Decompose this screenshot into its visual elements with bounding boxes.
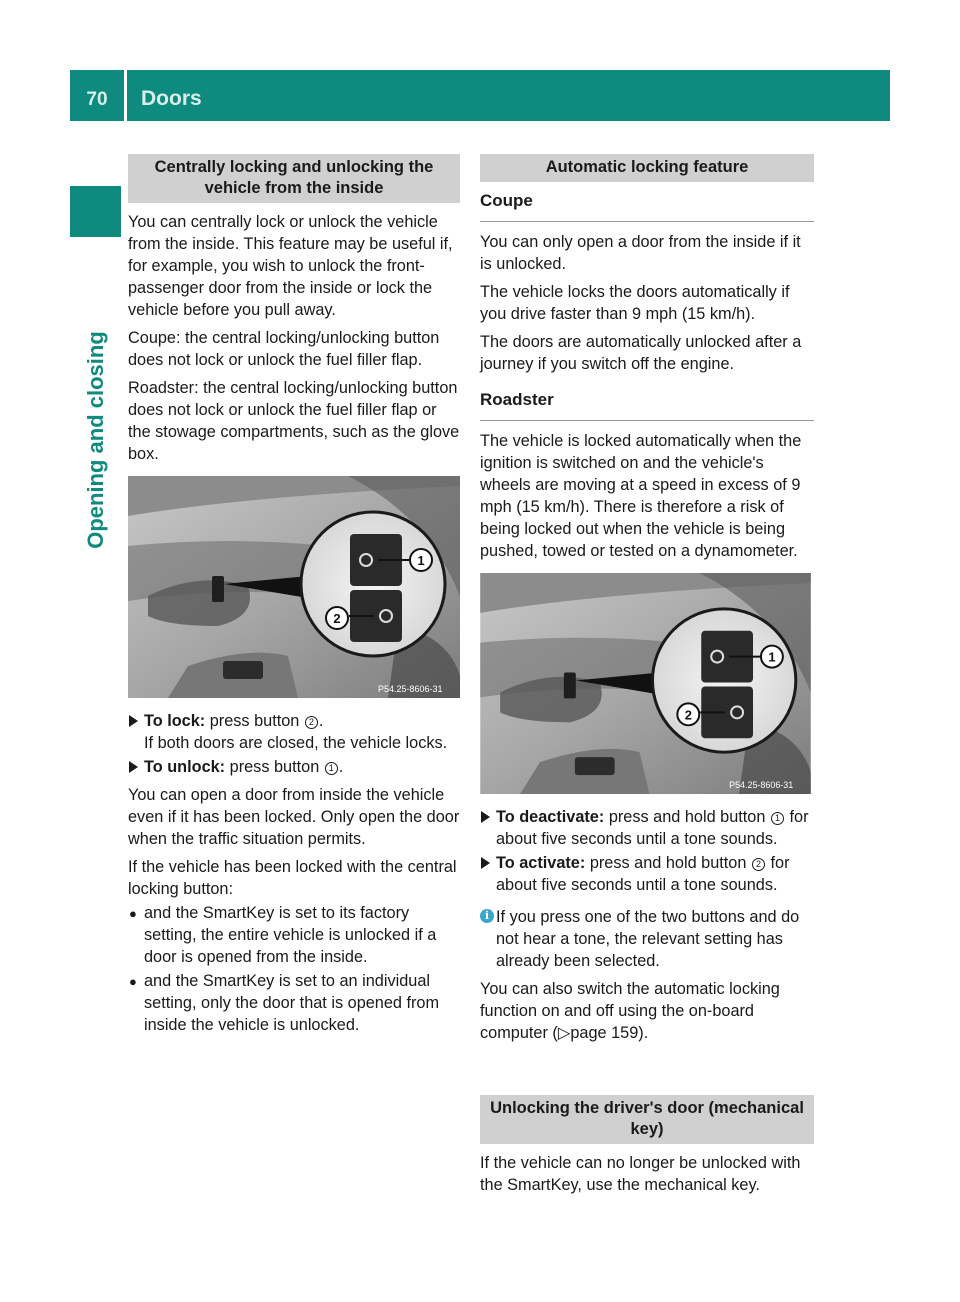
on-board-computer-paragraph: You can also switch the automatic locking function on and off using the on-board computer (▷page 159). xyxy=(480,980,780,1042)
button-callout-1: 1 xyxy=(771,812,784,825)
unlock-instruction: To unlock: press button 1 . xyxy=(128,756,460,778)
sidebar-tab xyxy=(70,186,121,237)
section-heading-mechanical-key: Unlocking the driver's door (mechanical key) xyxy=(480,1095,814,1144)
roadster-note: Roadster: the central locking/unlocking button does not lock or unlock the fuel filler flap or the stowage compartments, such as the glove box. xyxy=(128,379,460,463)
image-code-2: P54.25-8606-31 xyxy=(729,780,794,791)
button-callout-2: 2 xyxy=(305,716,318,729)
left-column xyxy=(128,154,460,1038)
locked-paragraph: If the vehicle has been locked with the central locking button: xyxy=(128,858,457,898)
mechanical-key-paragraph: If the vehicle can no longer be unlocked with the SmartKey, use the mechanical key. xyxy=(480,1154,801,1194)
svg-text:2: 2 xyxy=(333,611,341,626)
lock-instruction: To lock: press button 2 . If both doors are closed, the vehicle locks. xyxy=(128,710,460,754)
arrow-icon xyxy=(129,715,138,727)
door-panel-photo xyxy=(128,476,460,698)
activate-instruction: To activate: press and hold button 2 for about five seconds until a tone sounds. xyxy=(480,852,814,896)
svg-text:1: 1 xyxy=(417,553,425,568)
info-note: i If you press one of the two buttons and do not hear a tone, the relevant setting has already been selected. xyxy=(480,906,814,972)
section-heading-auto-locking: Automatic locking feature xyxy=(480,154,814,182)
button-callout-1: 1 xyxy=(325,762,338,775)
open-door-paragraph: You can open a door from inside the vehicle even if it has been locked. Only open the door when the traffic situation permits. xyxy=(128,786,460,848)
button-callout-2: 2 xyxy=(752,858,765,871)
roadster-paragraph: The vehicle is locked automatically when the ignition is switched on and the vehicle's wheels are moving at a speed in excess of 9 mph (15 km/h). There is therefore a risk of being locked out when the vehicle is being pushed, towed or tested on a dynamometer. xyxy=(480,432,802,560)
arrow-icon xyxy=(481,857,490,869)
coupe-paragraph-2: The vehicle locks the doors automatically if you drive faster than 9 mph (15 km/h). xyxy=(480,283,790,323)
arrow-icon xyxy=(481,811,490,823)
image-code: P54.25-8606-31 xyxy=(378,684,443,694)
door-panel-photo-2 xyxy=(480,573,811,794)
info-icon: i xyxy=(480,909,494,923)
header-divider xyxy=(124,70,127,121)
subheading-coupe: Coupe xyxy=(480,190,814,222)
page-ref-arrow-icon: ▷ xyxy=(557,1024,571,1042)
coupe-paragraph-3: The doors are automatically unlocked after a journey if you switch off the engine. xyxy=(480,333,802,373)
page-number: 70 xyxy=(86,89,108,110)
arrow-icon xyxy=(129,761,138,773)
chapter-title: Doors xyxy=(141,87,202,110)
bullet-factory-setting: ● and the SmartKey is set to its factory setting, the entire vehicle is unlocked if a door is opened from the inside. xyxy=(129,904,437,966)
section-heading-central-locking: Centrally locking and unlocking the vehicle from the inside xyxy=(128,154,460,203)
right-column xyxy=(480,154,814,1202)
subheading-roadster: Roadster xyxy=(480,389,814,421)
svg-text:1: 1 xyxy=(768,649,776,665)
svg-text:2: 2 xyxy=(684,707,692,723)
deactivate-instruction: To deactivate: press and hold button 1 for about five seconds until a tone sounds. xyxy=(480,806,814,850)
coupe-paragraph-1: You can only open a door from the inside if it is unlocked. xyxy=(480,233,801,273)
page-reference-link[interactable]: page 159 xyxy=(570,1024,639,1042)
coupe-note: Coupe: the central locking/unlocking button does not lock or unlock the fuel filler flap. xyxy=(128,329,440,369)
intro-paragraph: You can centrally lock or unlock the vehicle from the inside. This feature may be useful if, for example, you wish to unlock the front-passenger door from the inside or lock the vehicle before you pull away. xyxy=(128,213,453,319)
sidebar-chapter-label: Opening and closing xyxy=(83,331,108,549)
bullet-individual-setting: ● and the SmartKey is set to an individual setting, only the door that is opened from inside the vehicle is unlocked. xyxy=(129,972,440,1034)
